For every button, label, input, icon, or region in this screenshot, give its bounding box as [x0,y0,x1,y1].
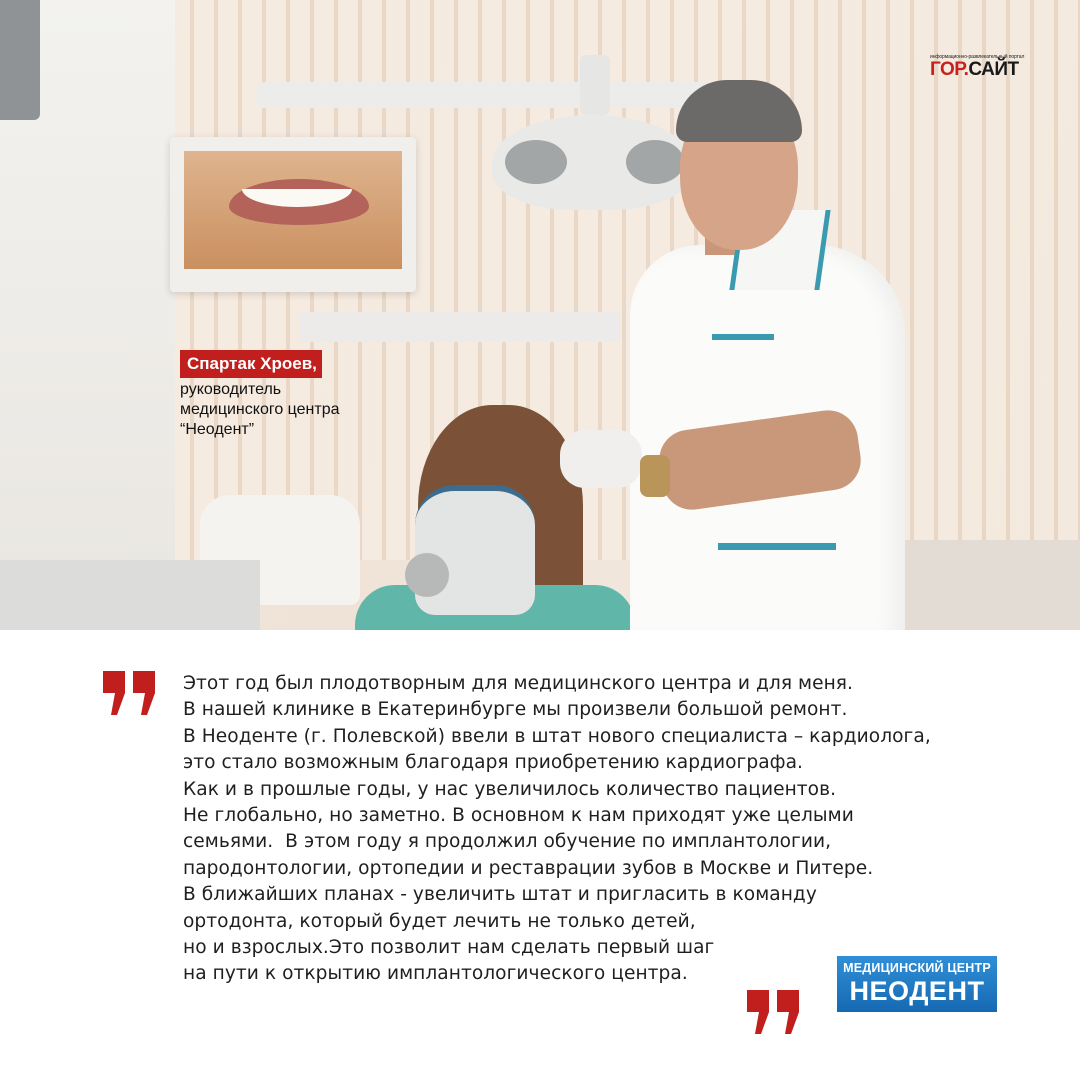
gor-sait-tagline: информационно-развлекательный портал [930,54,1025,60]
coat-pocket-trim [718,543,836,550]
quote-line: Как и в прошлые годы, у нас увеличилось количество пациентов. [183,778,837,800]
lamp-arm [255,82,755,108]
gor-sait-title-dark: САЙТ [968,59,1019,80]
quote-line: это стало возможным благодаря приобретению кардиографа. [183,752,803,774]
quote-line: ортодонта, который будет лечить не только детей, [183,910,696,932]
person-role-line: руководитель [180,381,282,398]
quote-line: на пути к открытию имплантологического центра. [183,963,688,985]
quote-line: Не глобально, но заметно. В основном к нам приходят уже целыми [183,805,854,827]
person-role-line: медицинского центра [180,401,340,418]
lamp-lens [505,140,567,184]
quote-line: В нашей клинике в Екатеринбурге мы произвели большой ремонт. [183,699,848,721]
neodent-logo-title: НЕОДЕНТ [849,976,985,1006]
wristwatch [640,455,670,497]
dental-monitor [170,137,416,292]
headrest-knob [405,553,449,597]
gor-sait-title-red: ГОР. [930,59,969,80]
lamp-lens [626,140,684,184]
open-quote-icon [103,671,157,715]
quote-line: пародонтологии, ортопедии и реставрации зубов в Москве и Питере. [183,857,874,879]
coat-pocket-trim [712,334,774,340]
quote-line: В Неоденте (г. Полевской) ввели в штат нового специалиста – кардиолога, [183,725,931,747]
gor-sait-title [930,60,1030,80]
neodent-logo-subtitle: МЕДИЦИНСКИЙ ЦЕНТР [843,961,991,975]
person-caption [180,350,420,440]
quote-line: Этот год был плодотворным для медицинского центра и для меня. [183,673,853,694]
person-role [180,380,420,440]
close-quote-icon [747,990,801,1034]
doctor-glove [560,430,642,488]
monitor-screen [184,151,402,269]
quote-line: В ближайших планах - увеличить штат и пригласить в команду [183,884,817,906]
lamp-post [580,55,610,115]
quote-line: семьями. В этом году я продолжил обучение по имплантологии, [183,831,832,853]
instrument-tray [0,560,260,630]
neodent-logo [837,956,997,1012]
gor-sait-logo [930,54,1030,80]
person-role-line: “Неодент” [180,421,255,438]
quote-line: но и взрослых.Это позволит нам сделать первый шаг [183,937,715,959]
person-name: Спартак Хроев, [180,350,322,378]
wall-dispenser [0,0,40,120]
quote-text [183,671,963,988]
equipment-shelf [300,312,620,342]
